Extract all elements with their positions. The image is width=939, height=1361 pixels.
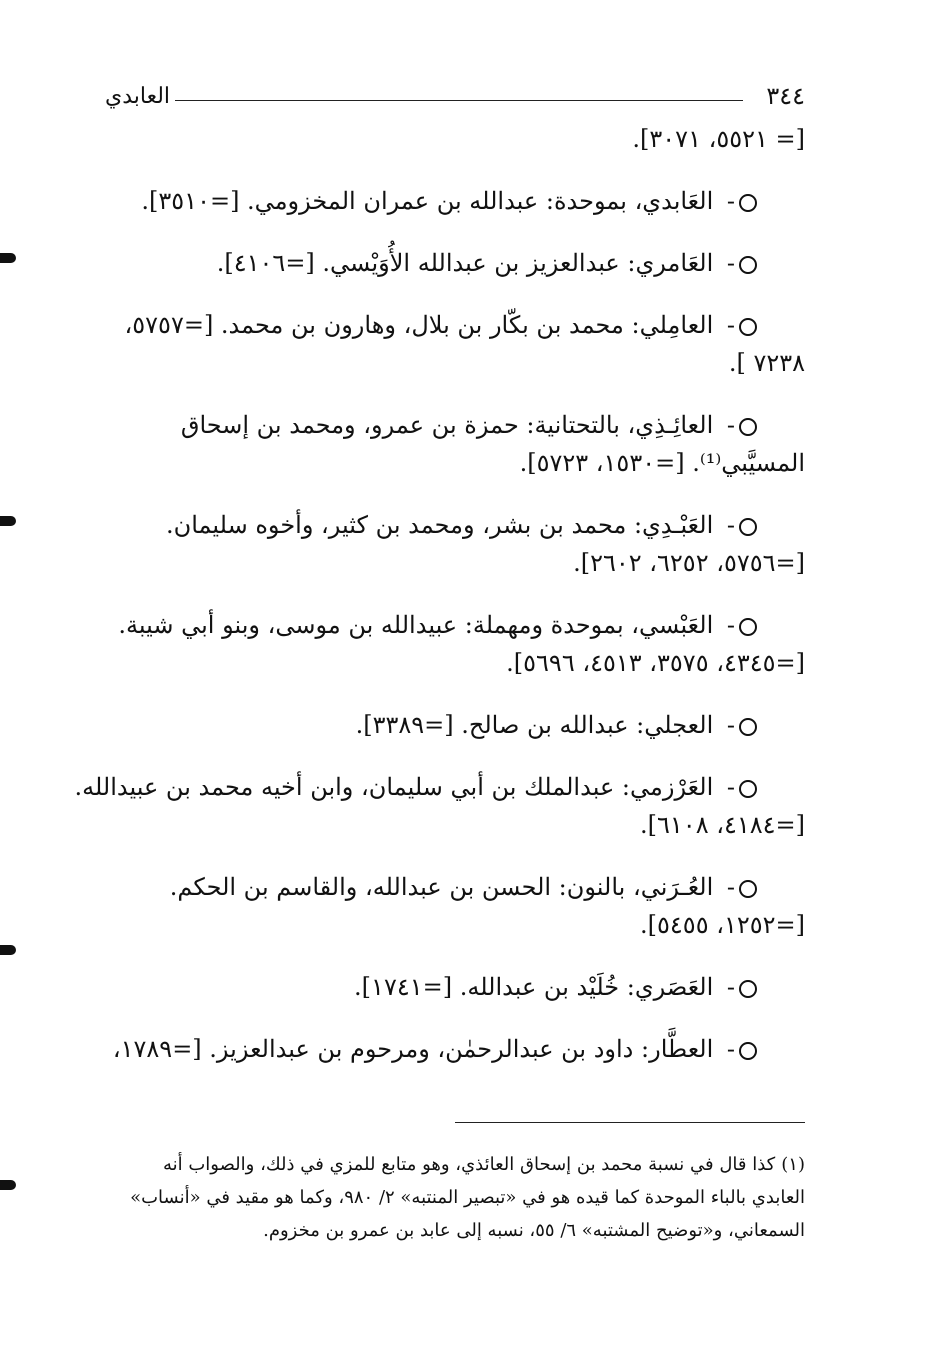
- circle-marker-icon: [739, 980, 757, 998]
- entry-text: بموحدة ومهملة: عبيدالله بن موسى، وبنو أبي شيبة.: [118, 611, 624, 639]
- entry-continuation: [=١٢٥٢، ٥٤٥٥].: [640, 911, 805, 939]
- running-title: العابدي: [105, 84, 171, 109]
- circle-marker-icon: [739, 194, 757, 212]
- entry-asari: - العَصَري: خُلَيْد بن عبدالله. [=١٧٤١].: [105, 968, 805, 1006]
- scan-edge-mark: [0, 253, 16, 263]
- entry-nisba: العائِـذِي،: [627, 411, 714, 439]
- circle-marker-icon: [739, 618, 757, 636]
- entry-text: خُلَيْد بن عبدالله. [=١٧٤١].: [354, 973, 620, 1001]
- entry-urani: - العُـرَني، بالنون: الحسن بن عبدالله، والقاسم بن الحكم. [=١٢٥٢، ٥٤٥٥].: [105, 868, 805, 944]
- entry-text: عبدالملك بن أبي سليمان، وابن أخيه محمد بن عبيدالله.: [74, 773, 615, 801]
- circle-marker-icon: [739, 780, 757, 798]
- entry-text: محمد بن بكّار بن بلال، وهارون بن محمد. [=٥٧٥٧،: [124, 311, 624, 339]
- footnotes: [105, 1148, 805, 1247]
- entry-amiri: - العَامري: عبدالعزيز بن عبدالله الأُوَيْسي. [=٤١٠٦].: [105, 244, 805, 282]
- entry-nisba: العَامري:: [627, 249, 714, 277]
- footnote-separator: [455, 1122, 805, 1123]
- circle-marker-icon: [739, 518, 757, 536]
- entry-aidhi: - العائِـذِي، بالتحتانية: حمزة بن عمرو، ومحمد بن إسحاق المسيَّبي⁽¹⁾. [=١٥٣٠، ٥٧٢٣].: [105, 406, 805, 482]
- entry-text: بموحدة: عبدالله بن عمران المخزومي. [=٣٥١٠].: [141, 187, 627, 215]
- circle-marker-icon: [739, 418, 757, 436]
- entry-arzami: - العَرْزمي: عبدالملك بن أبي سليمان، وابن أخيه محمد بن عبيدالله. [=٤١٨٤، ٦١٠٨].: [105, 768, 805, 844]
- entry-text: داود بن عبدالرحمٰن، ومرحوم بن عبدالعزيز. [=١٧٨٩،: [112, 1035, 634, 1063]
- entry-nisba: العَرْزمي:: [621, 773, 714, 801]
- entry-nisba: العامِلي:: [631, 311, 714, 339]
- entry-amili: - العامِلي: محمد بن بكّار بن بلال، وهارون بن محمد. [=٥٧٥٧، ٧٢٣٨ ].: [105, 306, 805, 382]
- entry-nisba: العَبْـدِي:: [633, 511, 714, 539]
- continuation-line: [= ٥٥٢١، ٣٠٧١].: [632, 125, 805, 153]
- footnote-text: السمعاني، و«توضيح المشتبه» ٦/ ٥٥، نسبه إلى عابد بن عمرو بن مخزوم.: [263, 1220, 805, 1241]
- entry-nisba: العَصَري:: [626, 973, 714, 1001]
- entry-text: بالنون: الحسن بن عبدالله، والقاسم بن الحكم.: [169, 873, 626, 901]
- entry-continuation: المسيَّبي⁽¹⁾. [=١٥٣٠، ٥٧٢٣].: [519, 449, 805, 477]
- entry-nisba: العَبْسي،: [631, 611, 714, 639]
- entry-nisba: العطَّار:: [641, 1035, 714, 1063]
- header-rule: [175, 100, 743, 101]
- entry-ijli: - العجلي: عبدالله بن صالح. [=٣٣٨٩].: [105, 706, 805, 744]
- circle-marker-icon: [739, 880, 757, 898]
- circle-marker-icon: [739, 256, 757, 274]
- entry-continuation: [=٤١٨٤، ٦١٠٨].: [640, 811, 805, 839]
- entry-text: بالتحتانية: حمزة بن عمرو، ومحمد بن إسحاق: [180, 411, 620, 439]
- footnote-number: (١): [781, 1154, 805, 1175]
- footnote-text: كذا قال في نسبة محمد بن إسحاق العائذي، وهو متابع للمزي في ذلك، والصواب أنه: [162, 1154, 776, 1175]
- entry-text: عبدالعزيز بن عبدالله الأُوَيْسي. [=٤١٠٦].: [216, 249, 620, 277]
- entry-continuation: [=٥٧٥٦، ٦٢٥٢، ٢٦٠٢].: [573, 549, 805, 577]
- entry-nisba: العجلي:: [636, 711, 714, 739]
- page-number: ٣٤٤: [766, 82, 805, 110]
- entry-abdi: - العَبْـدِي: محمد بن بشر، ومحمد بن كثير، وأخوه سليمان. [=٥٧٥٦، ٦٢٥٢، ٢٦٠٢].: [105, 506, 805, 582]
- entry-attar: - العطَّار: داود بن عبدالرحمٰن، ومرحوم بن عبدالعزيز. [=١٧٨٩،: [105, 1030, 805, 1068]
- circle-marker-icon: [739, 318, 757, 336]
- footnote-text: العابدي بالباء الموحدة كما قيده هو في «تبصير المنتبه» ٢/ ٩٨٠، وكما هو مقيد في «أنساب»: [130, 1187, 805, 1208]
- running-header: [105, 82, 805, 116]
- entry-nisba: العُـرَني،: [632, 873, 714, 901]
- entry-nisba: العَابدي،: [634, 187, 714, 215]
- scan-edge-mark: [0, 516, 16, 526]
- entry-absi: - العَبْسي، بموحدة ومهملة: عبيدالله بن موسى، وبنو أبي شيبة. [=٤٣٤٥، ٣٥٧٥، ٤٥١٣، ٥٦٩٦].: [105, 606, 805, 682]
- entries-body: [74, 120, 805, 1068]
- scan-edge-mark: [0, 945, 16, 955]
- circle-marker-icon: [739, 1042, 757, 1060]
- entry-text: عبدالله بن صالح. [=٣٣٨٩].: [355, 711, 629, 739]
- circle-marker-icon: [739, 718, 757, 736]
- scan-edge-mark: [0, 1180, 16, 1190]
- entry-continuation: [=٤٣٤٥، ٣٥٧٥، ٤٥١٣، ٥٦٩٦].: [506, 649, 805, 677]
- entry-abidi: - العَابدي، بموحدة: عبدالله بن عمران المخزومي. [=٣٥١٠].: [105, 182, 805, 220]
- entry-continuation: ٧٢٣٨ ].: [728, 349, 805, 377]
- entry-text: محمد بن بشر، ومحمد بن كثير، وأخوه سليمان.: [165, 511, 627, 539]
